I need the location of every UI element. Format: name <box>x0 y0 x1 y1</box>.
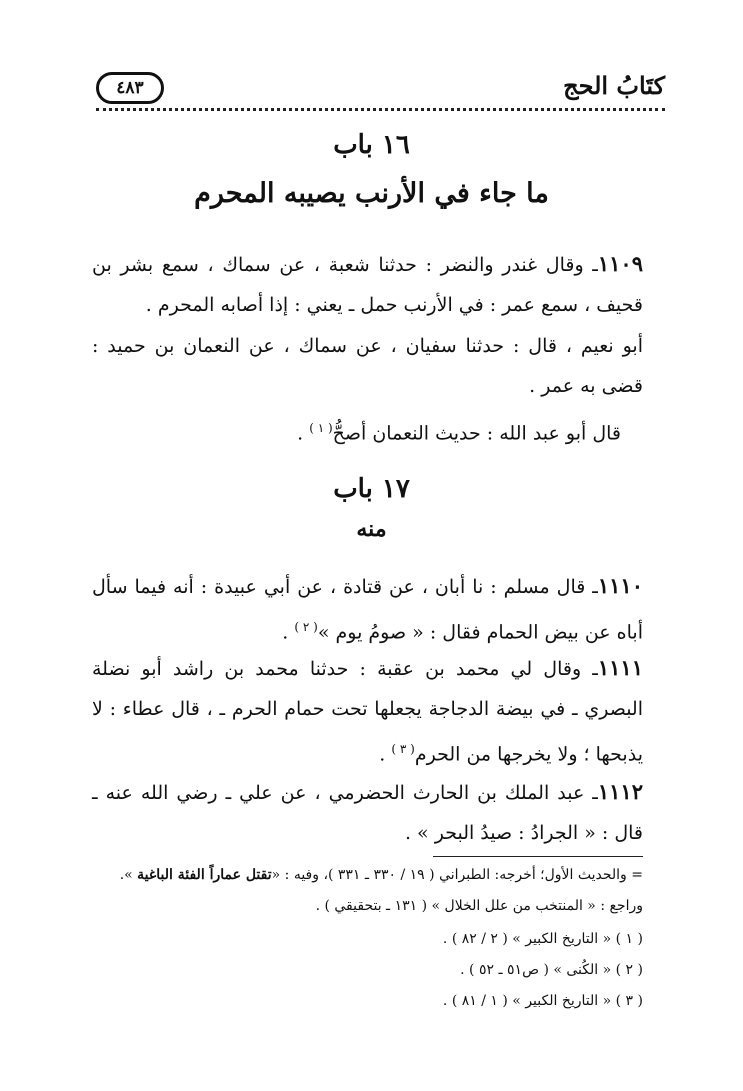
hadith-text: ـ وقال لي محمد بن عقبة : حدثنا محمد بن راشد أبو نضلة البصري ـ في بيضة الدجاجة يجعلها تحت حمام الحرم ـ ، قال عطاء : لا يذبحها ؛ ولا يخرجها من الحرم <box>92 658 643 766</box>
paragraph-1110 <box>92 566 643 652</box>
paragraph-1109 <box>92 244 643 325</box>
paragraph-1111 <box>92 648 643 774</box>
page-number-badge: ٤٨٣ <box>96 72 164 104</box>
chapter-16-number: ١٦ باب <box>333 130 410 160</box>
footnote-continuation <box>92 862 643 888</box>
hadith-number: ١١١٢ <box>597 779 643 804</box>
hadith-number: ١١٠٩ <box>597 251 643 276</box>
paragraph-text: أبو نعيم ، قال : حدثنا سفيان ، عن سماك ، عن النعمان بن حميد : قضى به عمر . <box>92 335 643 397</box>
paragraph-end: . <box>297 422 310 445</box>
page-header <box>96 66 665 110</box>
footnote-ref-1[interactable]: ( ١ ) <box>309 421 333 435</box>
footnote-text: = والحديث الأول؛ أخرجه: الطبراني ( ١٩ / ٣٣٠ ـ ٣٣١ )، وفيه : « <box>271 867 643 883</box>
footnote-3: ( ٣ ) « التاريخ الكبير » ( ١ / ٨١ ) . <box>442 993 643 1009</box>
footnote-quote: تقتل عماراً الفئة الباغية <box>137 867 272 883</box>
hadith-text: ـ قال مسلم : نا أبان ، عن قتادة ، عن أبي عبيدة : أنه فيما سأل أباه عن بيض الحمام فقال : « صومُ يوم » <box>92 576 643 644</box>
hadith-text: ـ عبد الملك بن الحارث الحضرمي ، عن علي ـ رضي الله عنه ـ قال : « الجرادُ : صيدُ البحر » . <box>92 782 643 844</box>
footnote-divider <box>433 856 643 857</box>
hadith-number: ١١١٠ <box>597 573 643 598</box>
paragraph-abu-abdillah <box>92 408 643 453</box>
paragraph-end: . <box>379 743 392 766</box>
footnote-2: ( ٢ ) « الكُنى » ( ص٥١ ـ ٥٢ ) . <box>460 962 643 978</box>
paragraph-1112 <box>92 772 643 853</box>
paragraph-end: . <box>282 621 295 644</box>
paragraph-text: قال أبو عبد الله : حديث النعمان أصحُّ <box>332 422 621 445</box>
footnote-text-end: ». <box>119 867 138 883</box>
footnote-continuation-line2: وراجع : « المنتخب من علل الخلال » ( ١٣١ ـ بتحقيقي ) . <box>315 898 643 914</box>
footnote-1: ( ١ ) « التاريخ الكبير » ( ٢ / ٨٢ ) . <box>442 931 643 947</box>
hadith-text: ـ وقال غندر والنضر : حدثنا شعبة ، عن سماك ، سمع بشر بن قحيف ، سمع عمر : في الأرنب حمل ـ يعني : إذا أصابه المحرم . <box>92 254 643 316</box>
hadith-number: ١١١١ <box>597 655 643 680</box>
header-divider <box>96 108 665 111</box>
running-title: كتَابُ الحج <box>563 71 665 100</box>
footnote-ref-3[interactable]: ( ٣ ) <box>391 742 415 756</box>
chapter-16-title: ما جاء في الأرنب يصيبه المحرم <box>194 178 549 209</box>
chapter-17-title: منه <box>356 516 387 542</box>
footnote-ref-2[interactable]: ( ٢ ) <box>294 620 318 634</box>
paragraph-abu-nuaim <box>92 326 643 406</box>
chapter-17-number: ١٧ باب <box>333 474 410 504</box>
